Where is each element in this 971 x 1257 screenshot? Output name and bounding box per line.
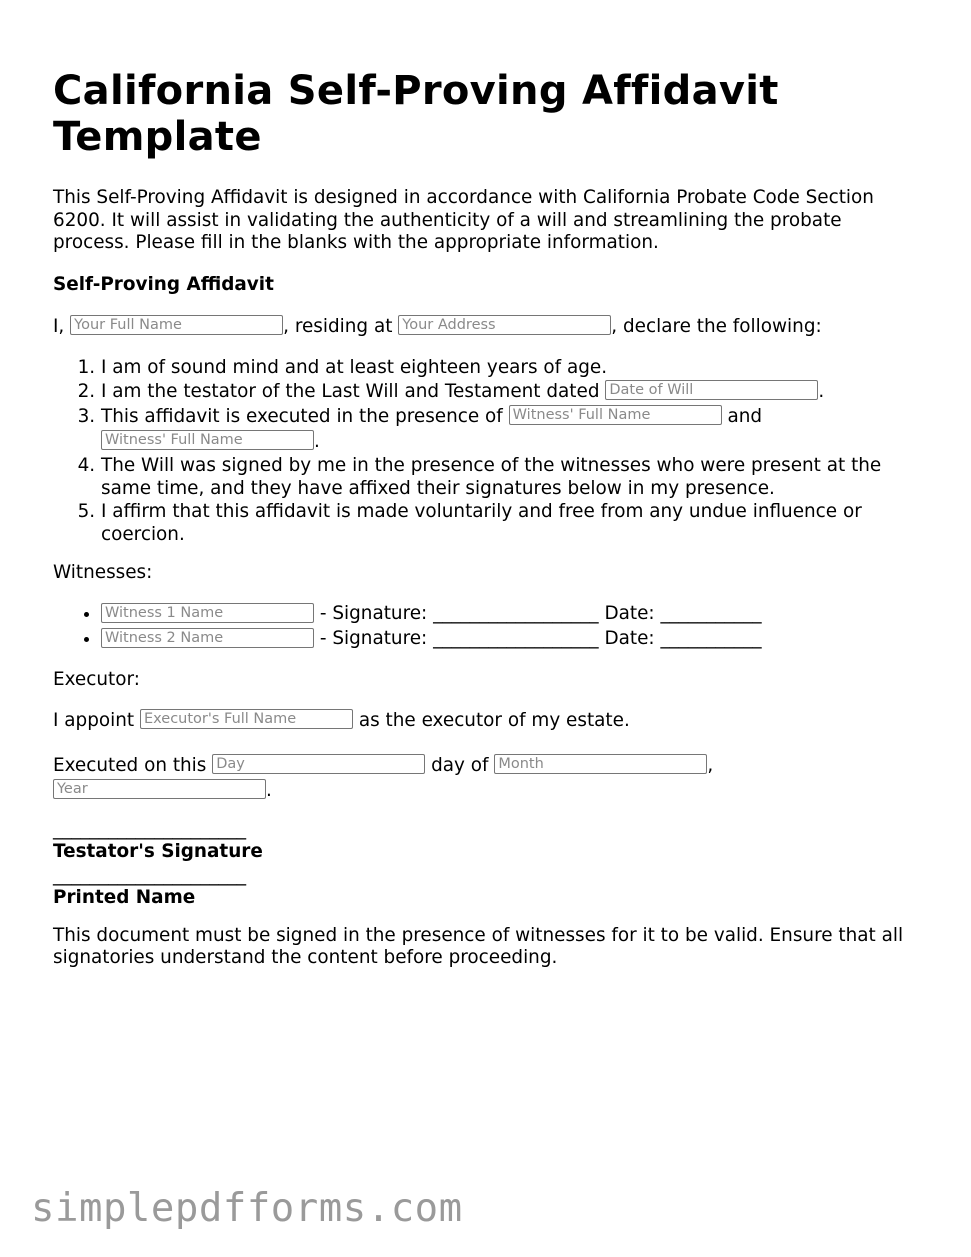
witness-full-name-input-2[interactable] bbox=[101, 430, 314, 450]
witness-1-signature-line: - Signature: __________________ Date: ___________ bbox=[319, 603, 762, 624]
executor-name-input[interactable] bbox=[140, 709, 353, 729]
watermark-text: simplepdfforms.com bbox=[31, 1186, 463, 1231]
section-heading: Self-Proving Affidavit bbox=[53, 273, 274, 295]
item-2-end: . bbox=[818, 380, 825, 402]
declaration-line bbox=[53, 314, 913, 339]
witness-full-name-input-1[interactable] bbox=[509, 405, 722, 425]
list-item bbox=[101, 454, 913, 500]
list-item bbox=[101, 626, 913, 651]
intro-paragraph: This Self-Proving Affidavit is designed in accordance with California Probate Code Section 6200. It will assist in validating the authenticity of a will and streamlining the probate process. Please fill in the blanks with the appropriate information. bbox=[53, 187, 874, 253]
list-item bbox=[101, 601, 913, 626]
item-5-text: I affirm that this affidavit is made voluntarily and free from any undue influence or coercion. bbox=[101, 500, 862, 545]
printed-name-label: Printed Name bbox=[53, 886, 196, 908]
executor-label: Executor: bbox=[53, 669, 140, 690]
residing-text: , residing at bbox=[283, 315, 393, 337]
item-3-and: and bbox=[727, 405, 763, 427]
executed-end: . bbox=[266, 779, 272, 801]
list-item bbox=[101, 500, 913, 546]
item-3-end: . bbox=[314, 430, 320, 452]
item-4-text: The Will was signed by me in the presence of the witnesses who were present at the same time, and they have affixed their signatures below in my presence. bbox=[101, 454, 882, 499]
witness-2-name-input[interactable] bbox=[101, 628, 314, 648]
executed-comma: , bbox=[707, 754, 714, 776]
address-input[interactable] bbox=[398, 315, 611, 335]
declaration-prefix: I, bbox=[53, 315, 65, 337]
list-item bbox=[101, 356, 913, 379]
list-item bbox=[101, 404, 913, 454]
declaration-list bbox=[53, 356, 913, 546]
month-input[interactable] bbox=[494, 754, 707, 774]
appoint-suffix: as the executor of my estate. bbox=[358, 709, 630, 731]
executed-prefix: Executed on this bbox=[53, 754, 207, 776]
appoint-prefix: I appoint bbox=[53, 709, 135, 731]
testator-signature-line: _____________________ bbox=[53, 818, 247, 840]
testator-signature-label: Testator's Signature bbox=[53, 840, 263, 862]
document-page bbox=[53, 68, 913, 970]
witness-list bbox=[53, 601, 913, 651]
list-item bbox=[101, 379, 913, 404]
item-3-text: This affidavit is executed in the presence of bbox=[101, 405, 503, 427]
witnesses-label: Witnesses: bbox=[53, 561, 153, 583]
page-title: California Self-Proving Affidavit Template bbox=[53, 68, 779, 160]
full-name-input[interactable] bbox=[70, 315, 283, 335]
day-input[interactable] bbox=[212, 754, 425, 774]
executed-line bbox=[53, 753, 913, 803]
day-of-text: day of bbox=[431, 754, 489, 776]
item-1-text: I am of sound mind and at least eighteen years of age. bbox=[101, 356, 608, 378]
printed-name-line: _____________________ bbox=[53, 864, 247, 886]
date-of-will-input[interactable] bbox=[605, 380, 818, 400]
witness-1-name-input[interactable] bbox=[101, 603, 314, 623]
witness-2-signature-line: - Signature: __________________ Date: ___________ bbox=[319, 628, 762, 649]
year-input[interactable] bbox=[53, 779, 266, 799]
declaration-suffix: , declare the following: bbox=[611, 315, 822, 337]
item-2-text: I am the testator of the Last Will and Testament dated bbox=[101, 380, 600, 402]
closing-paragraph: This document must be signed in the presence of witnesses for it to be valid. Ensure that all signatories understand the content before proceeding. bbox=[53, 924, 904, 968]
appoint-line bbox=[53, 709, 913, 733]
